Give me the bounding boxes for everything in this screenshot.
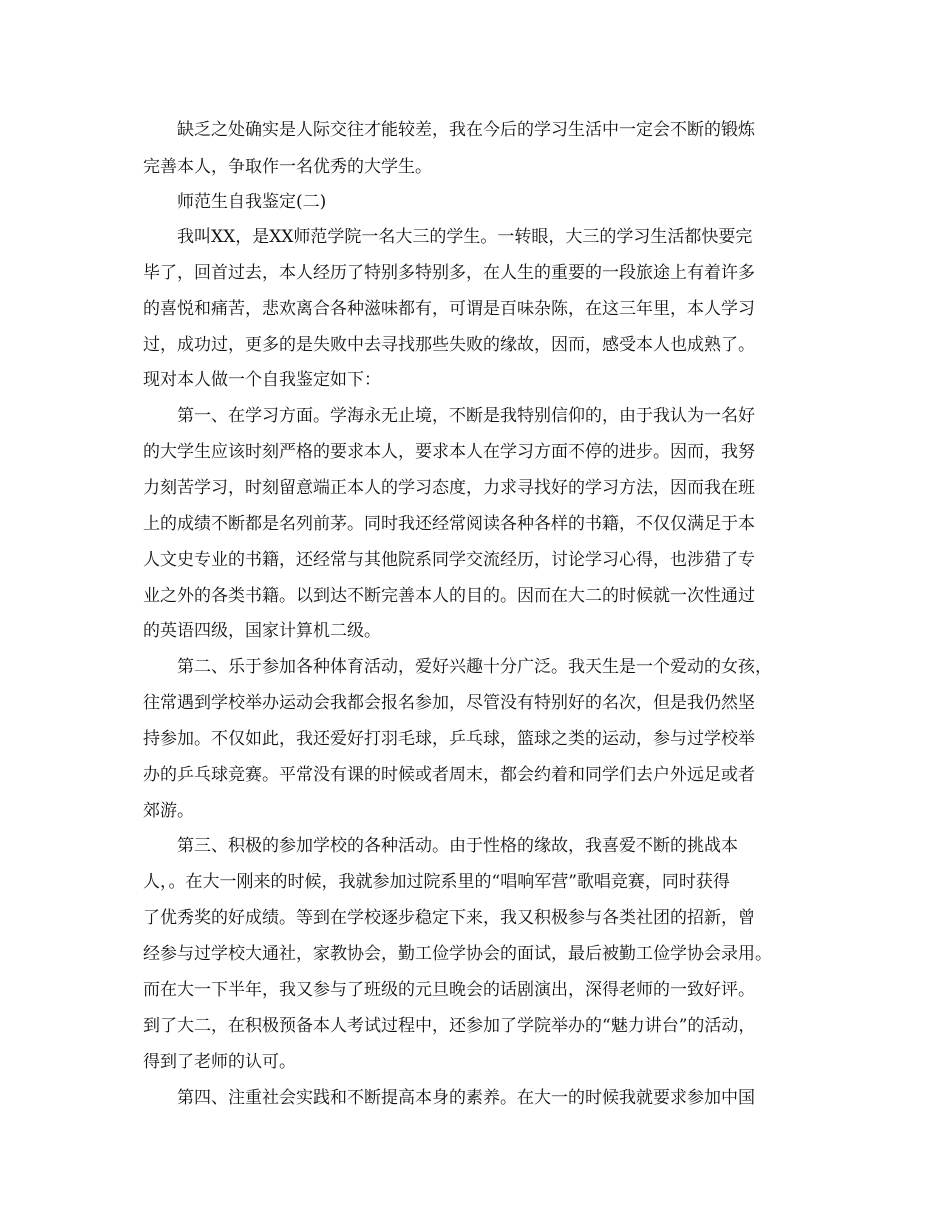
text-line-6: 的喜悦和痛苦，悲欢离合各种滋味都有，可谓是百味杂陈，在这三年里，本人学习 bbox=[143, 299, 755, 319]
text-line-24: 经参与过学校大通社，家教协会，勤工俭学协会的面试，最后被勤工俭学协会录用。 bbox=[143, 944, 772, 964]
text-line-10: 的大学生应该时刻严格的要求本人，要求本人在学习方面不停的进步。因而，我努 bbox=[143, 442, 755, 462]
text-line-18: 持参加。不仅如此，我还爱好打羽毛球，乒乓球，篮球之类的运动，参与过学校举 bbox=[143, 729, 755, 749]
text-line-9: 第一、在学习方面。学海永无止境，不断是我特别信仰的，由于我认为一名好 bbox=[177, 406, 755, 426]
text-line-15: 的英语四级，国家计算机二级。 bbox=[143, 621, 381, 641]
text-line-23: 了优秀奖的好成绩。等到在学校逐步稳定下来，我又积极参与各类社团的招新，曾 bbox=[143, 908, 755, 928]
text-line-25: 而在大一下半年，我又参与了班级的元旦晚会的话剧演出，深得老师的一致好评。 bbox=[143, 980, 755, 1000]
text-line-8: 现对本人做一个自我鉴定如下： bbox=[143, 370, 381, 390]
text-line-5: 毕了，回首过去，本人经历了特别多特别多，在人生的重要的一段旅途上有着许多 bbox=[143, 263, 755, 283]
text-line-28: 第四、注重社会实践和不断提高本身的素养。在大一的时候我就要求参加中国 bbox=[177, 1088, 755, 1108]
text-line-17: 往常遇到学校举办运动会我都会报名参加，尽管没有特别好的名次，但是我仍然坚 bbox=[143, 693, 755, 713]
text-line-16: 第二、乐于参加各种体育活动，爱好兴趣十分广泛。我天生是一个爱动的女孩， bbox=[177, 657, 772, 677]
text-line-22: 人，。在大一刚来的时候，我就参加过院系里的“唱响军营”歌唱竞赛，同时获得 bbox=[143, 872, 730, 892]
text-line-1: 缺乏之处确实是人际交往才能较差，我在今后的学习生活中一定会不断的锻炼 bbox=[177, 120, 755, 140]
text-line-7: 过，成功过，更多的是失败中去寻找那些失败的缘故，因而，感受本人也成熟了。 bbox=[143, 335, 755, 355]
text-line-20: 郊游。 bbox=[143, 801, 194, 821]
text-line-12: 上的成绩不断都是名列前茅。同时我还经常阅读各种各样的书籍，不仅仅满足于本 bbox=[143, 514, 755, 534]
text-line-26: 到了大二，在积极预备本人考试过程中，还参加了学院举办的“魅力讲台”的活动， bbox=[143, 1016, 756, 1036]
text-line-19: 办的乒乓球竞赛。平常没有课的时候或者周末，都会约着和同学们去户外远足或者 bbox=[143, 765, 755, 785]
text-line-4: 我叫XX，是XX师范学院一名大三的学生。一转眼，大三的学习生活都快要完 bbox=[177, 227, 753, 247]
text-line-13: 人文史专业的书籍，还经常与其他院系同学交流经历，讨论学习心得，也涉猎了专 bbox=[143, 550, 755, 570]
text-line-14: 业之外的各类书籍。以到达不断完善本人的目的。因而在大二的时候就一次性通过 bbox=[143, 586, 755, 606]
section-heading: 师范生自我鉴定(二) bbox=[177, 192, 327, 212]
text-line-11: 力刻苦学习，时刻留意端正本人的学习态度，力求寻找好的学习方法，因而我在班 bbox=[143, 478, 755, 498]
text-line-27: 得到了老师的认可。 bbox=[143, 1052, 296, 1072]
text-line-2: 完善本人，争取作一名优秀的大学生。 bbox=[143, 157, 432, 177]
text-line-21: 第三、积极的参加学校的各种活动。由于性格的缘故，我喜爱不断的挑战本 bbox=[177, 836, 738, 856]
